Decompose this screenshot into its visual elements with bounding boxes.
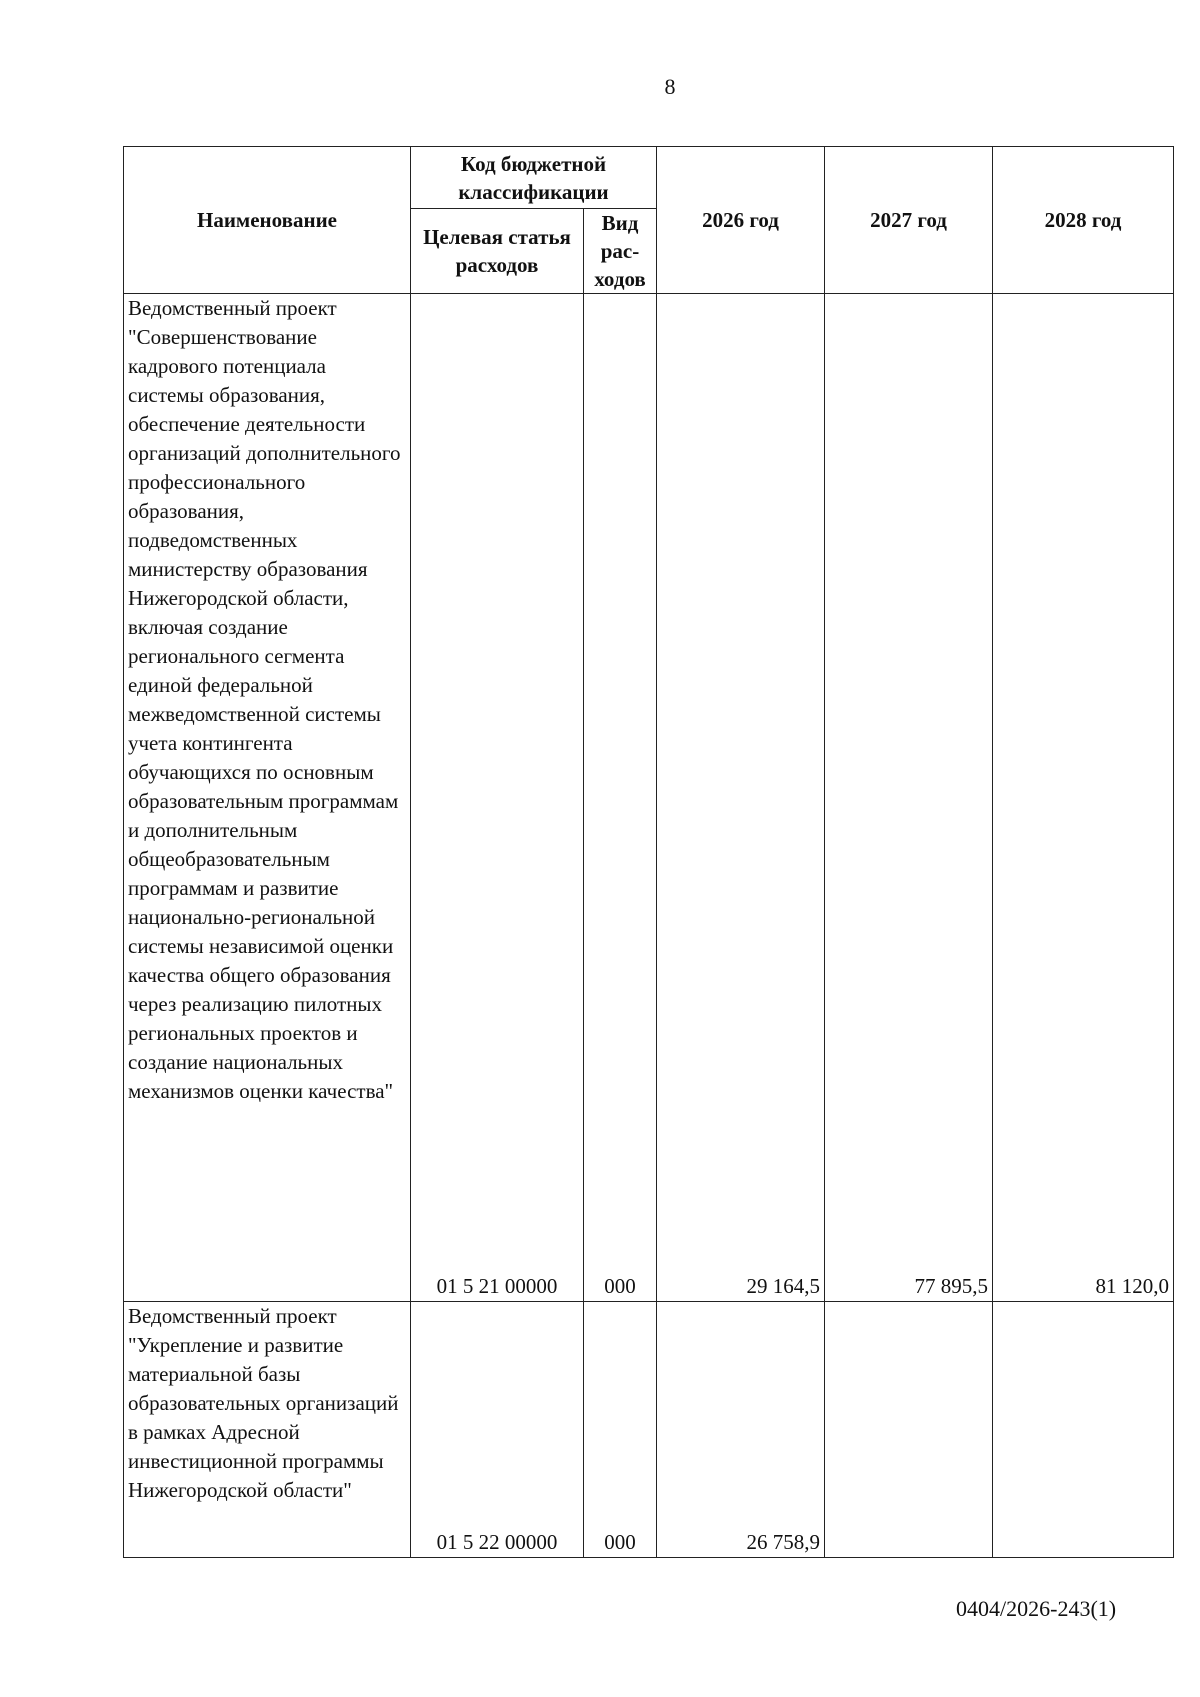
document-number: 0404/2026-243(1) [956,1596,1117,1621]
row-value-2027 [825,1302,993,1558]
row-name: Ведомственный проект "Совершенствование кадрового потенциала системы образования, обеспечение деятельности организаций дополнительного профессионального образования, подведомственных министерству образования Нижегородской области, включая создание регионального сегмента единой федеральной межведомственной системы учета контингента обучающихся по основным образовательным программам и дополнительным общеобразовательным программам и развитие национально-региональной системы независимой оценки качества общего образования через реализацию пилотных региональных проектов и создание национальных механизмов оценки качества" [124,294,411,1302]
header-target-article: Целевая статья расходов [411,209,584,294]
header-budget-code: Код бюджетной классификации [411,147,657,209]
row-value-2027: 77 895,5 [825,294,993,1302]
budget-table [123,146,1174,1558]
page-number: 8 [664,74,676,99]
header-name: Наименование [124,147,411,294]
row-expense-type: 000 [584,1302,657,1558]
row-value-2028 [993,1302,1174,1558]
row-value-2026: 29 164,5 [657,294,825,1302]
row-target-article: 01 5 22 00000 [411,1302,584,1558]
row-value-2026: 26 758,9 [657,1302,825,1558]
row-value-2028: 81 120,0 [993,294,1174,1302]
row-target-article: 01 5 21 00000 [411,294,584,1302]
table-header-row [124,147,1174,209]
header-expense-type: Вид рас-ходов [584,209,657,294]
header-year-2028: 2028 год [993,147,1174,294]
header-year-2026: 2026 год [657,147,825,294]
row-expense-type: 000 [584,294,657,1302]
table-row [124,294,1174,1302]
row-name: Ведомственный проект "Укрепление и развитие материальной базы образовательных организаций в рамках Адресной инвестиционной программы Нижегородской области" [124,1302,411,1558]
table-row [124,1302,1174,1558]
header-year-2027: 2027 год [825,147,993,294]
